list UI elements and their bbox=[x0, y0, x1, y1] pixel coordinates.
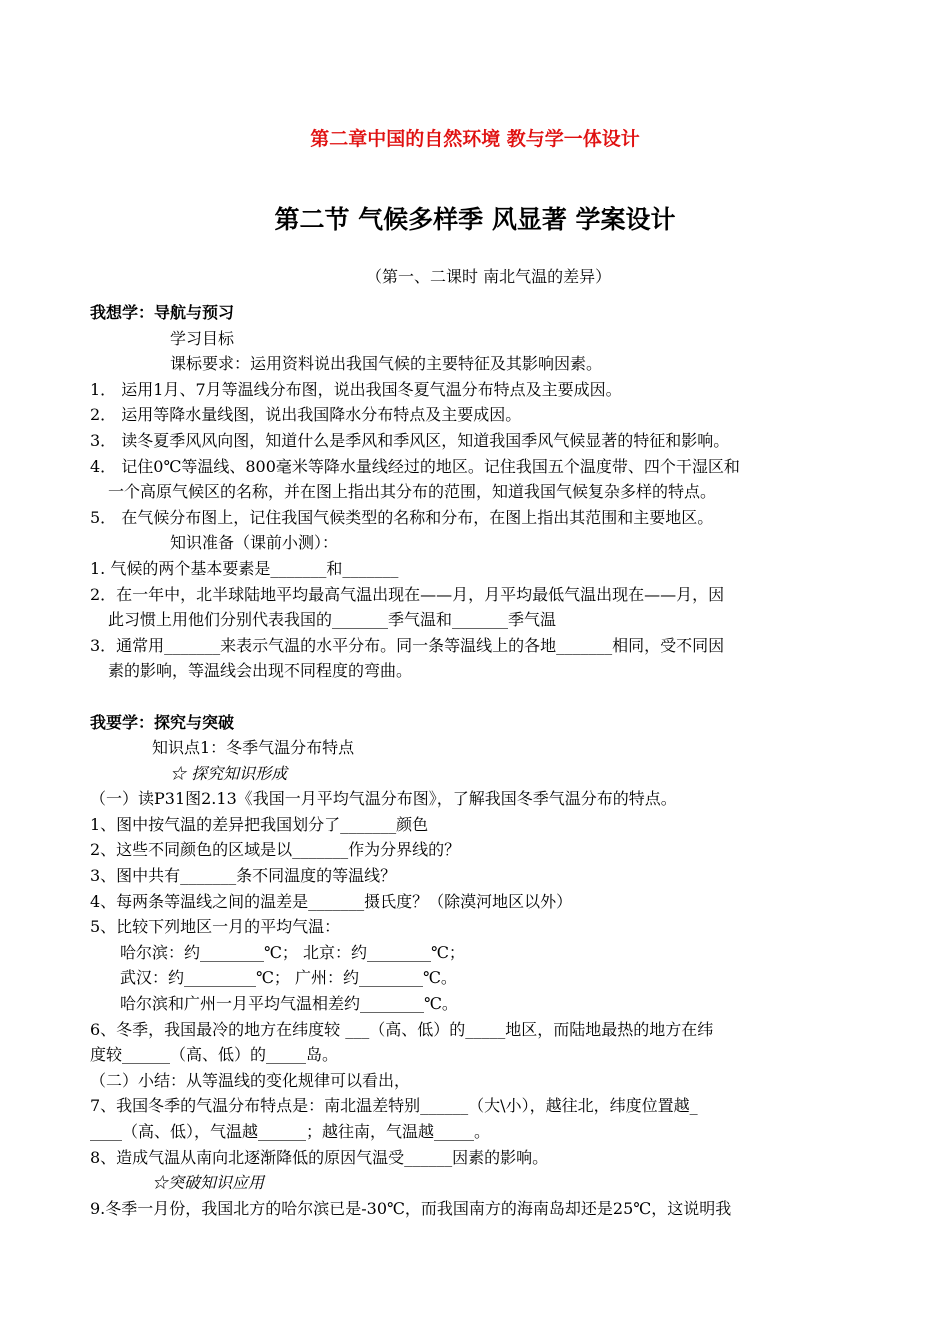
document-body bbox=[90, 300, 865, 1221]
text-line: 4． 记住0℃等温线、800毫米等降水量线经过的地区。记住我国五个温度带、四个干湿区和 bbox=[90, 456, 740, 476]
text-line: 1． 运用1月、7月等温线分布图，说出我国冬夏气温分布特点及主要成因。 bbox=[90, 379, 622, 399]
text-line: ☆ 探究知识形成 bbox=[170, 763, 288, 783]
chapter-title: 第二章中国的自然环境 教与学一体设计 bbox=[310, 128, 640, 150]
text-line: 我想学：导航与预习 bbox=[90, 303, 235, 322]
text-line: 3、图中共有_______条不同温度的等温线？ bbox=[90, 866, 397, 886]
text-line: ☆突破知识应用 bbox=[152, 1173, 265, 1193]
text-line: （一）读P31图2.13《我国一月平均气温分布图》，了解我国冬季气温分布的特点。 bbox=[90, 789, 677, 809]
blank-line bbox=[90, 684, 865, 710]
text-line: 5． 在气候分布图上，记住我国气候类型的名称和分布，在图上指出其范围和主要地区。 bbox=[90, 507, 714, 527]
text-line: 知识准备（课前小测）： bbox=[170, 533, 339, 553]
text-line: 3． 读冬夏季风风向图，知道什么是季风和季风区，知道我国季风气候显著的特征和影响。 bbox=[90, 430, 730, 450]
text-line: 学习目标 bbox=[170, 328, 235, 348]
text-line: 9.冬季一月份，我国北方的哈尔滨已是-30℃，而我国南方的海南岛却还是25℃，这说明我 bbox=[90, 1198, 732, 1218]
text-line: 7、我国冬季的气温分布特点是：南北温差特别______（大\小），越往北，纬度位置越_ bbox=[90, 1096, 698, 1116]
text-line: 4、每两条等温线之间的温差是_______摄氏度？（除漠河地区以外） bbox=[90, 891, 573, 911]
text-line: 我要学：探究与突破 bbox=[90, 712, 235, 732]
text-line: 度较______（高、低）的_____岛。 bbox=[90, 1045, 339, 1065]
text-line: 一个高原气候区的名称，并在图上指出其分布的范围，知道我国气候复杂多样的特点。 bbox=[108, 482, 717, 502]
text-line: 此习惯上用他们分别代表我国的_______季气温和_______季气温 bbox=[108, 610, 557, 630]
text-line: 2． 运用等降水量线图，说出我国降水分布特点及主要成因。 bbox=[90, 405, 522, 425]
text-line: 2．在一年中，北半球陆地平均最高气温出现在——月，月平均最低气温出现在——月，因 bbox=[90, 584, 725, 604]
section-title: 第二节 气候多样季 风显著 学案设计 bbox=[274, 205, 676, 234]
text-line: （二）小结：从等温线的变化规律可以看出， bbox=[90, 1070, 411, 1090]
text-line: 课标要求：运用资料说出我国气候的主要特征及其影响因素。 bbox=[170, 354, 603, 374]
text-line: 武汉：约_________℃； 广州：约________℃。 bbox=[120, 968, 457, 988]
text-line: 素的影响，等温线会出现不同程度的弯曲。 bbox=[108, 661, 413, 681]
lesson-subtitle: （第一、二课时 南北气温的差异） bbox=[366, 267, 612, 286]
text-line: 知识点1：冬季气温分布特点 bbox=[152, 738, 355, 758]
text-line: 哈尔滨：约________℃； 北京：约________℃； bbox=[120, 942, 465, 962]
text-line: 6、冬季，我国最冷的地方在纬度较 ___（高、低）的_____地区，而陆地最热的地方在纬 bbox=[90, 1019, 714, 1039]
text-line: 5、比较下列地区一月的平均气温： bbox=[90, 917, 341, 937]
text-line: 1. 气候的两个基本要素是_______和_______ bbox=[90, 558, 399, 578]
text-line: ____（高、低），气温越______；越往南，气温越_____。 bbox=[90, 1122, 491, 1141]
text-line: 哈尔滨和广州一月平均气温相差约________℃。 bbox=[120, 994, 458, 1014]
text-line: 2、这些不同颜色的区域是以_______作为分界线的？ bbox=[90, 840, 461, 860]
text-line: 3．通常用_______来表示气温的水平分布。同一条等温线上的各地_______相同，受不同因 bbox=[90, 635, 725, 655]
text-line: 8、造成气温从南向北逐渐降低的原因气温受______因素的影响。 bbox=[90, 1147, 549, 1167]
text-line: 1、图中按气温的差异把我国划分了_______颜色 bbox=[90, 814, 429, 834]
